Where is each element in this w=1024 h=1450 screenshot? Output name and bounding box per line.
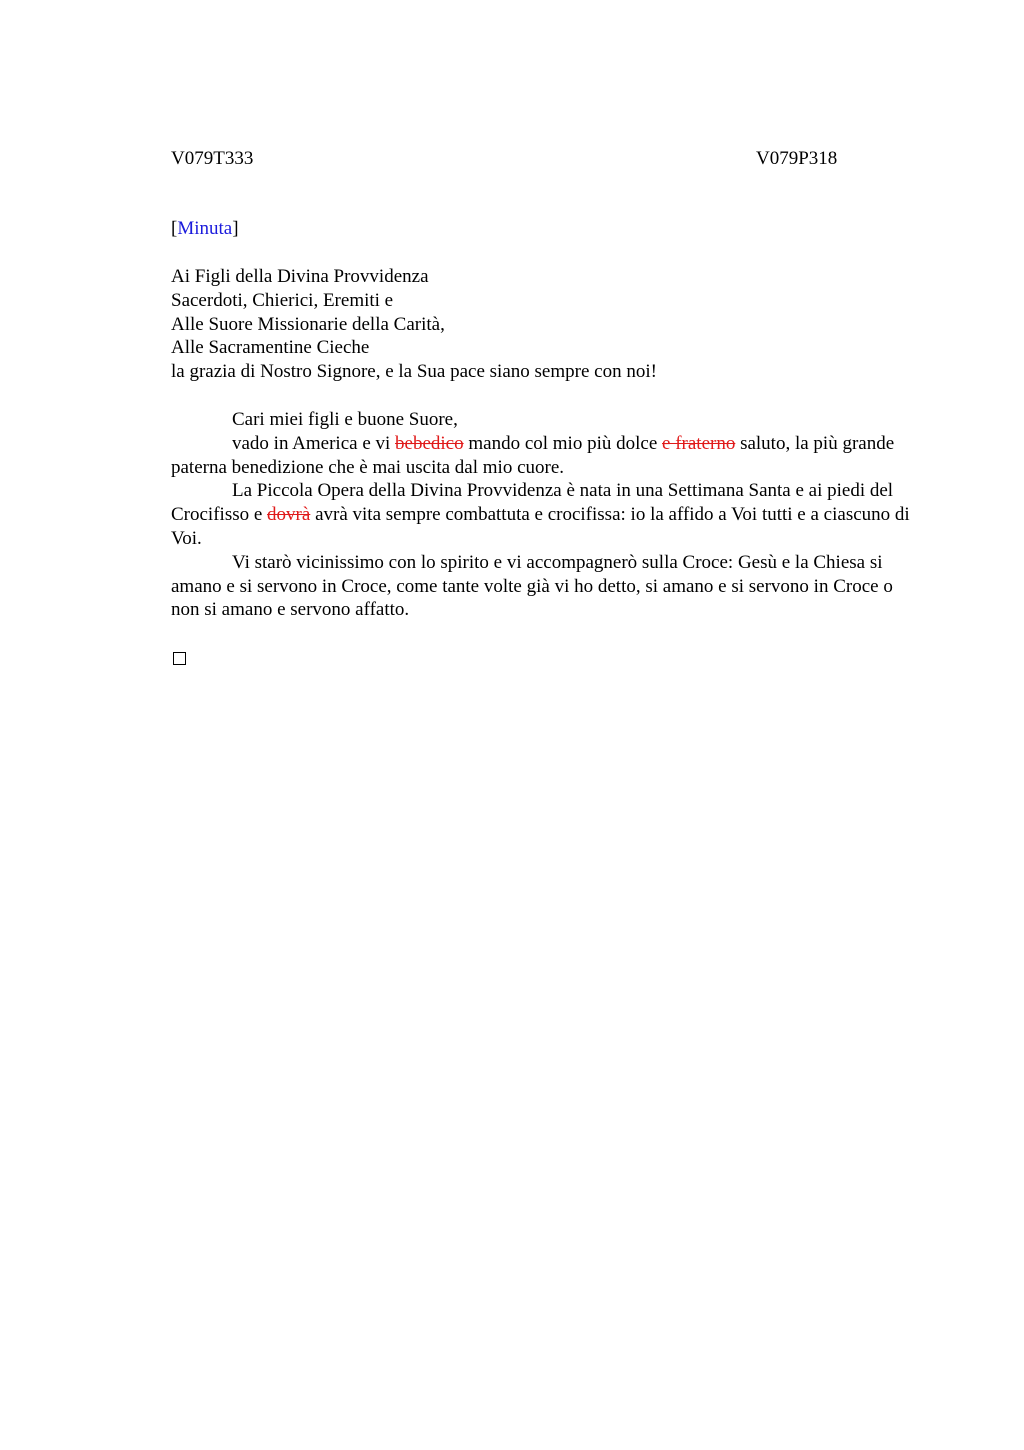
empty-square-icon	[173, 652, 186, 665]
text-run: vado in America e vi	[232, 432, 396, 454]
open-bracket: [	[171, 218, 178, 239]
address-line: Alle Sacramentine Cieche	[171, 337, 370, 359]
minuta-link[interactable]: Minuta	[177, 218, 233, 239]
letter-body	[171, 408, 923, 622]
close-bracket: ]	[232, 218, 239, 239]
deleted-text: e fraterno	[662, 432, 736, 454]
draft-note	[171, 217, 923, 241]
deleted-text: bebedico	[395, 432, 464, 454]
address-line: Alle Suore Missionarie della Carità,	[171, 313, 445, 335]
paragraph	[171, 432, 923, 480]
text-run: mando col mio più dolce	[463, 432, 663, 454]
paragraph	[171, 479, 923, 550]
document-id: V079T333	[171, 148, 254, 169]
greeting: Cari miei figli e buone Suore,	[232, 408, 458, 430]
address-line: Sacerdoti, Chierici, Eremiti e	[171, 289, 394, 311]
document-page	[171, 146, 923, 665]
address-block	[171, 265, 923, 384]
text-run: saluto, la più grande paterna benedizione che è mai uscita dal mio cuore.	[171, 432, 895, 478]
text-run: La Piccola Opera della Divina Provvidenza è nata in una Settimana Santa e ai piedi del Crocifisso e	[171, 480, 894, 526]
text-run: avrà vita sempre combattuta e crocifissa: io la affido a Voi tutti e a ciascuno di Voi.	[171, 504, 910, 549]
document-header	[171, 146, 923, 172]
page-id: V079P318	[756, 148, 838, 169]
address-line: Ai Figli della Divina Provvidenza	[171, 266, 429, 287]
address-line: la grazia di Nostro Signore, e la Sua pace siano sempre con noi!	[171, 361, 657, 383]
paragraph: Vi starò vicinissimo con lo spirito e vi accompagnerò sulla Croce: Gesù e la Chiesa si amano e si servono in Croce, come tante volte già vi ho detto, si amano e si servono in Croce o non si amano e servono affatto.	[171, 551, 893, 621]
deleted-text: dovrà	[267, 504, 311, 526]
